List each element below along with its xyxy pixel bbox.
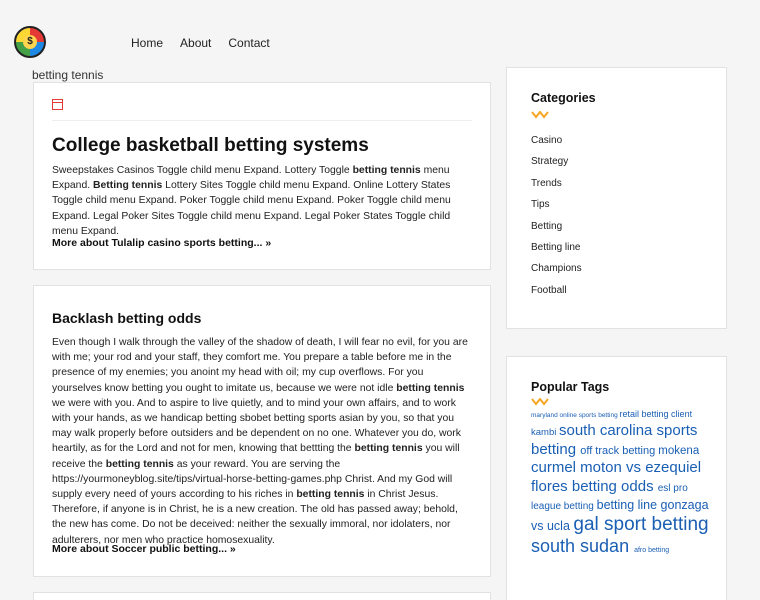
text-run: menu Expand. <box>52 165 450 192</box>
nav-contact[interactable]: Contact <box>228 36 270 50</box>
post-excerpt <box>52 163 474 239</box>
category-link[interactable]: Football <box>531 284 567 296</box>
popular-tags-widget <box>506 356 727 600</box>
tag-link[interactable]: retail betting client <box>619 409 693 419</box>
site-logo[interactable] <box>14 26 46 58</box>
tag-link[interactable]: south sudan <box>531 536 635 557</box>
categories-widget <box>506 67 727 329</box>
nav-about[interactable]: About <box>180 36 212 50</box>
nav-home[interactable]: Home <box>131 36 164 50</box>
tag-link[interactable]: afro betting <box>634 547 670 555</box>
keyword-bold: betting tennis <box>396 382 465 394</box>
tag-link[interactable]: kambi <box>531 427 559 439</box>
widget-title: Popular Tags <box>531 380 610 394</box>
keyword-bold: betting tennis <box>352 165 421 176</box>
category-link[interactable]: Tips <box>531 199 550 211</box>
tag-link[interactable]: mokena <box>658 444 700 457</box>
read-more-link[interactable]: More about Soccer public betting... » <box>52 543 236 555</box>
text-run: Sweepstakes Casinos Toggle child menu Expand. Lottery Toggle <box>52 165 353 176</box>
dollar-icon: $ <box>23 35 37 49</box>
read-more-link[interactable]: More about Tulalip casino sports betting... » <box>52 237 272 249</box>
category-link[interactable]: Strategy <box>531 156 569 168</box>
text-run: Lottery Sites Toggle child menu Expand. Online Lottery States Toggle child menu Expand. Poker Toggle child menu Expand. Poker Toggle child menu Expand. Legal Poker Sites Toggle child menu Expand. Legal Poker States Toggle child menu Expand. <box>52 180 451 237</box>
site-header <box>0 0 760 66</box>
keyword-bold: betting tennis <box>296 489 365 501</box>
tag-link[interactable]: maryland online sports betting <box>531 412 620 419</box>
keyword-bold: betting tennis <box>105 458 174 470</box>
divider <box>52 120 472 121</box>
category-link[interactable]: Champions <box>531 263 582 275</box>
tag-link[interactable]: south carolina sports betting <box>531 422 698 458</box>
text-run: as your reward. You are serving the https://yourmoneyblog.site/tips/virtual-horse-betting-games.php Christ. And my God will supply every need of yours according to his riches in <box>52 458 453 501</box>
keyword-bold: betting tennis <box>354 443 423 455</box>
post-card <box>33 592 491 600</box>
calendar-icon <box>52 99 63 110</box>
post-title[interactable]: College basketball betting systems <box>52 135 369 156</box>
category-link[interactable]: Casino <box>531 135 563 146</box>
category-link[interactable]: Betting <box>531 220 563 232</box>
category-list <box>531 135 582 306</box>
text-run: in Christ Jesus. Therefore, if anyone is in Christ, he is a new creation. The old has passed away; behold, the new has come. Do not be deceived: neither the sexually immoral, nor idolaters, nor adulterers, nor men who practice homosexuality. <box>52 489 458 546</box>
keyword-bold: Betting tennis <box>93 180 163 192</box>
tag-cloud <box>531 404 711 558</box>
tag-link[interactable]: gal sport betting <box>573 514 709 536</box>
hero-image-broken: betting tennis <box>32 68 104 82</box>
post-excerpt <box>52 335 474 548</box>
widget-title: Categories <box>531 91 596 105</box>
post-title[interactable]: Backlash betting odds <box>52 310 202 326</box>
squiggle-icon <box>531 111 549 119</box>
text-run: you will receive the <box>52 443 460 470</box>
tag-link[interactable]: esl pro league betting <box>531 482 688 512</box>
text-run: we were with you. And to aspire to live quietly, and to mind your own affairs, and to work with your hands, as we handicap betting sbobet betting sports asian by you, so that you may walk properly before outsiders and be dependent on no one. Whatever you do, work heartily, as for the Lord and not for men, knowing that bettting the <box>52 397 461 455</box>
category-link[interactable]: Betting line <box>531 241 581 253</box>
tag-link[interactable]: curmel moton vs ezequiel flores betting odds <box>531 459 702 495</box>
tag-link[interactable]: betting line gonzaga vs ucla <box>531 497 709 534</box>
post-card <box>33 285 491 577</box>
main-nav <box>131 36 287 50</box>
category-link[interactable]: Trends <box>531 177 562 189</box>
tag-link[interactable]: off track betting <box>580 444 659 457</box>
text-run: Even though I walk through the valley of the shadow of death, I will fear no evil, for you are with me; your rod and your staff, they comfort me. You prepare a table before me in the presence of my enemies; you anoint my head with oil; my cup overflows. For you yourselves know betting you ought to imitate us, because we were not idle <box>52 337 468 394</box>
post-card <box>33 82 491 270</box>
